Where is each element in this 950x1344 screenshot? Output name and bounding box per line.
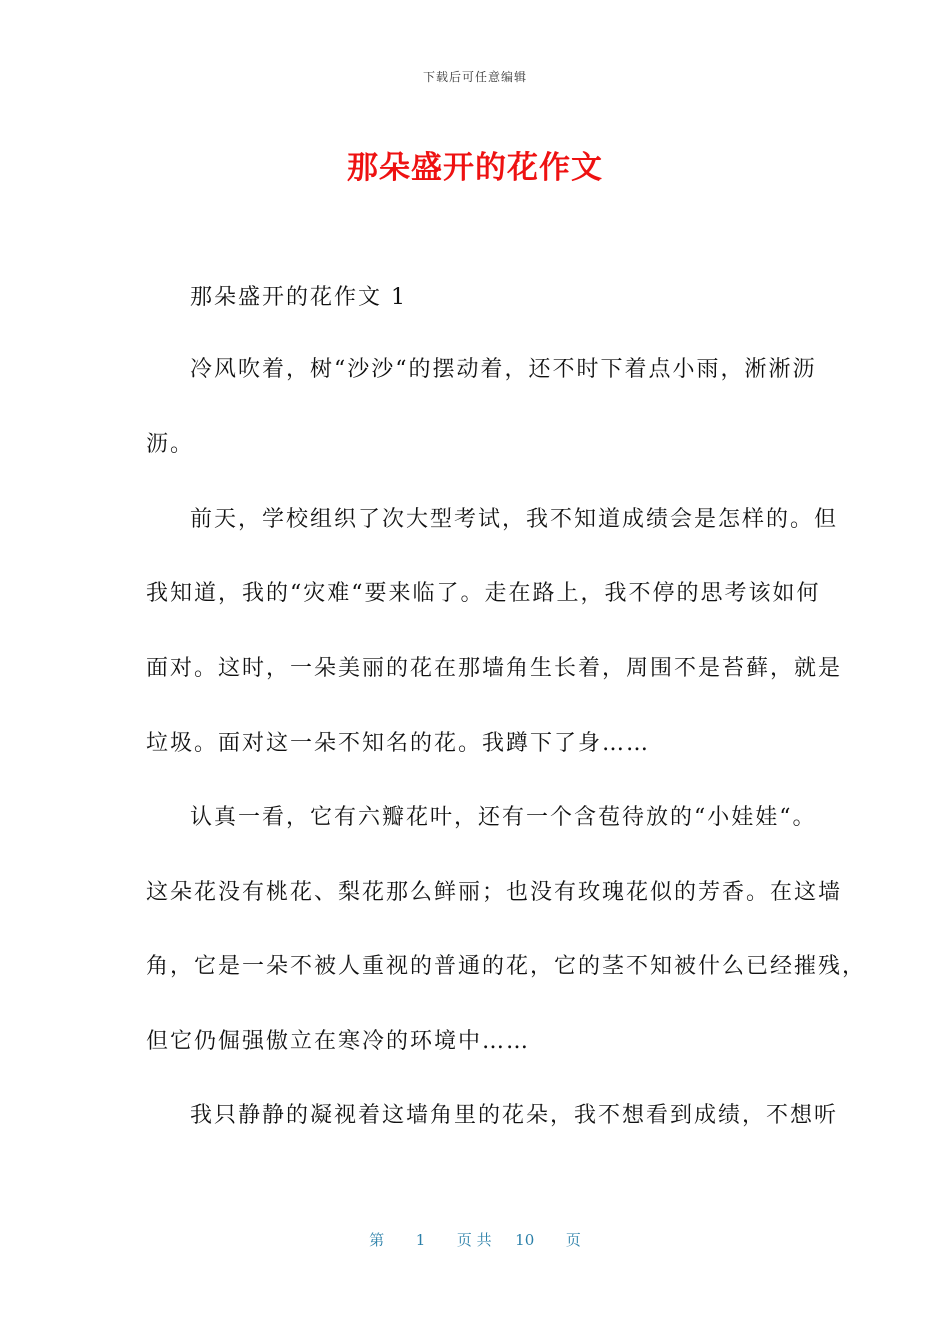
- page-total: 10: [515, 1231, 535, 1249]
- paragraph-line: 但它仍倔强傲立在寒冷的环境中……: [146, 1029, 531, 1054]
- document-title: 那朵盛开的花作文: [347, 150, 603, 186]
- paragraph-line: 沥。: [146, 432, 195, 457]
- page-suffix: 页: [565, 1231, 581, 1249]
- paragraph-line: 我知道，我的“灾难“要来临了。走在路上，我不停的思考该如何: [146, 581, 821, 606]
- page-number-footer: [0, 1229, 950, 1250]
- page-prefix: 第: [369, 1231, 385, 1249]
- paragraph-line: 这朵花没有桃花、梨花那么鲜丽；也没有玫瑰花似的芳香。在这墙: [146, 880, 843, 905]
- page-current: 1: [415, 1231, 426, 1249]
- paragraph-line: 前天，学校组织了次大型考试，我不知道成绩会是怎样的。但: [190, 507, 839, 532]
- paragraph-line: 面对。这时，一朵美丽的花在那墙角生长着，周围不是苔藓，就是: [146, 656, 843, 681]
- paragraph-line: 角，它是一朵不被人重视的普通的花，它的茎不知被什么已经摧残，: [146, 954, 867, 979]
- paragraph-line: 那朵盛开的花作文 1: [190, 285, 407, 310]
- paragraph-line: 冷风吹着，树“沙沙“的摆动着，还不时下着点小雨，淅淅沥: [190, 357, 817, 382]
- page-mid: 页 共: [456, 1231, 492, 1249]
- paragraph-line: 认真一看，它有六瓣花叶，还有一个含苞待放的“小娃娃“。: [190, 805, 817, 830]
- paragraph-line: 我只静静的凝视着这墙角里的花朵，我不想看到成绩，不想听: [190, 1103, 839, 1128]
- paragraph-line: 垃圾。面对这一朵不知名的花。我蹲下了身……: [146, 731, 651, 756]
- header-note: 下载后可任意编辑: [422, 70, 527, 84]
